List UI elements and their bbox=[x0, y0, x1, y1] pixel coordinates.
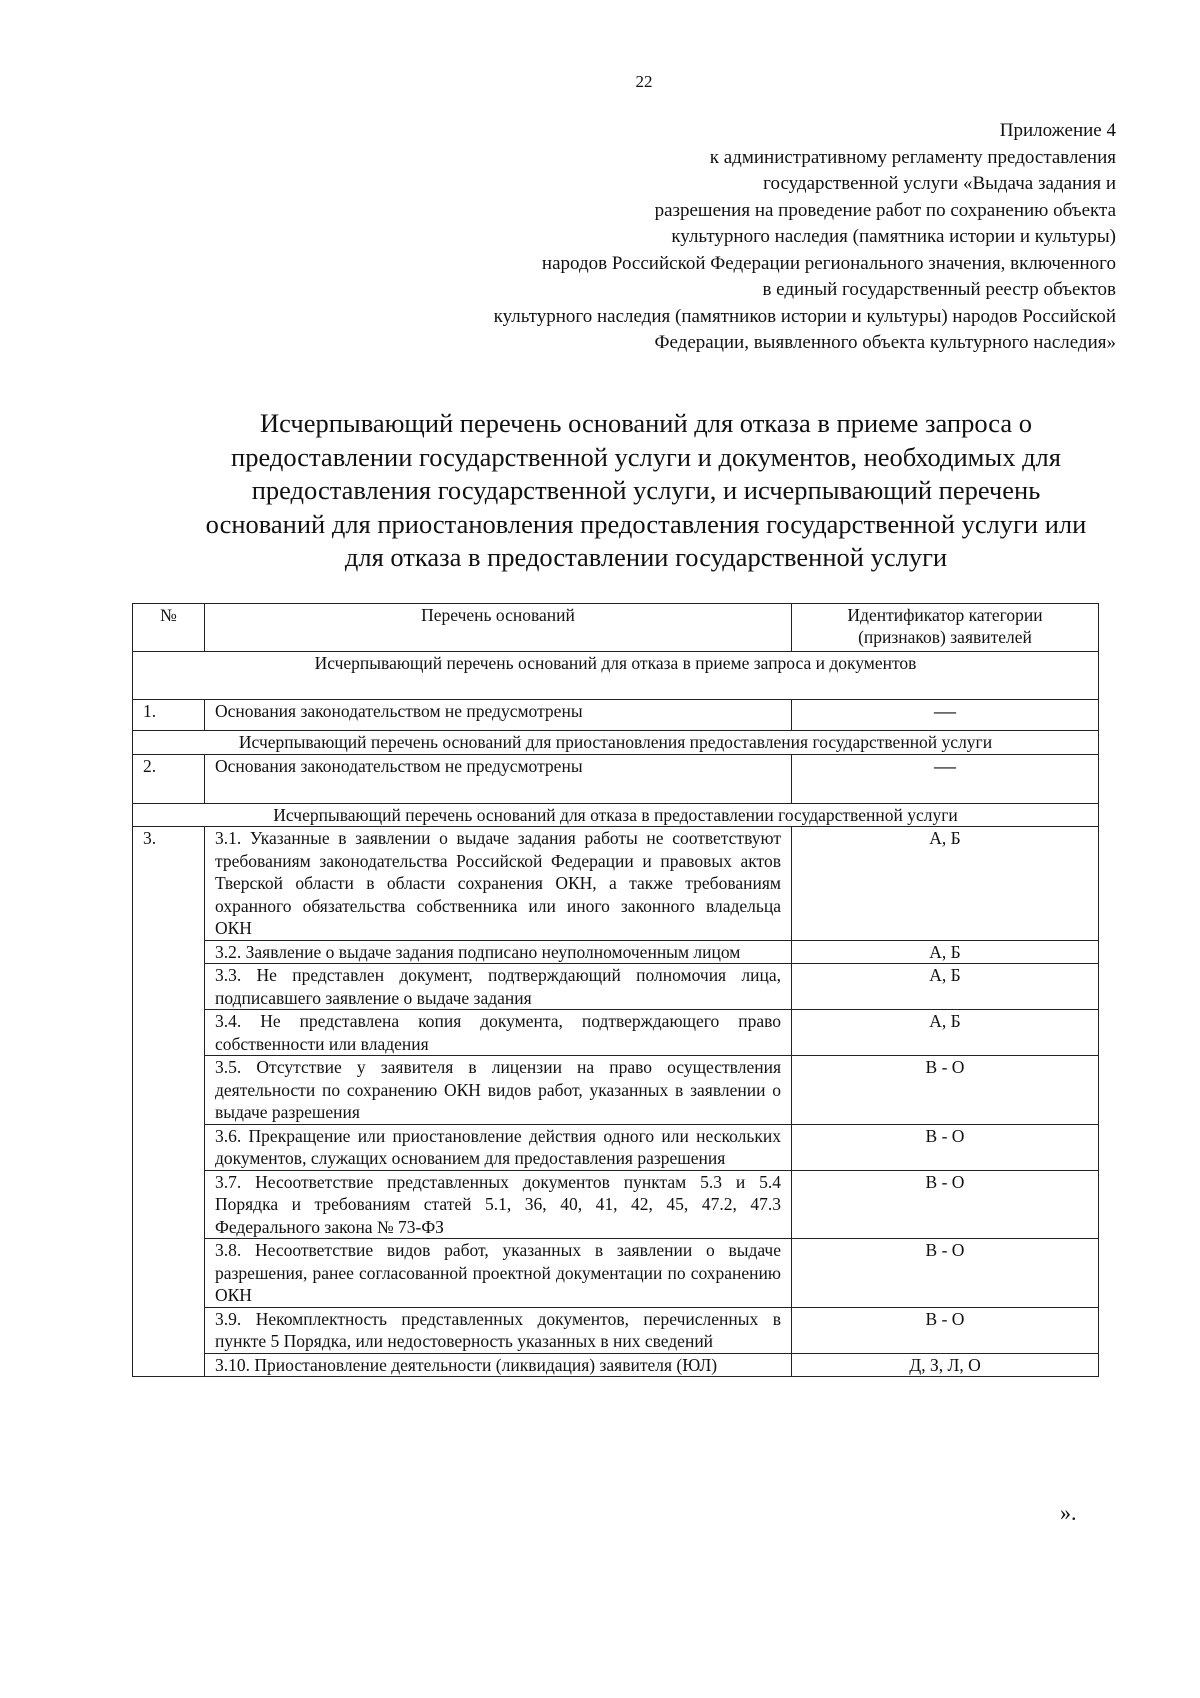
row-category: В - О bbox=[792, 1239, 1099, 1308]
header-basis: Перечень оснований bbox=[205, 604, 792, 652]
row-number: 2. bbox=[133, 754, 205, 803]
table-row bbox=[133, 964, 1099, 1010]
row-basis: 3.8. Несоответствие видов работ, указанных в заявлении о выдаче разрешения, ранее согласованной проектной документации по сохранению ОКН bbox=[205, 1239, 792, 1308]
section-title: Исчерпывающий перечень оснований для приостановления предоставления государственной услуги bbox=[133, 731, 1099, 755]
table-row bbox=[133, 940, 1099, 964]
grounds-table bbox=[132, 603, 1099, 1377]
section-row bbox=[133, 731, 1099, 755]
row-category: Д, З, Л, О bbox=[792, 1353, 1099, 1377]
row-basis: Основания законодательством не предусмотрены bbox=[205, 754, 792, 803]
appendix-line: разрешения на проведение работ по сохранению объекта bbox=[654, 199, 1116, 221]
appendix-line: Приложение 4 bbox=[999, 120, 1116, 141]
row-basis: 3.4. Не представлена копия документа, подтверждающего право собственности или владения bbox=[205, 1010, 792, 1056]
table-row bbox=[133, 1010, 1099, 1056]
row-category: А, Б bbox=[792, 964, 1099, 1010]
row-category: — bbox=[792, 754, 1099, 803]
row-basis: 3.10. Приостановление деятельности (ликвидация) заявителя (ЮЛ) bbox=[205, 1353, 792, 1377]
section-row bbox=[133, 652, 1099, 700]
appendix-line: в единый государственный реестр объектов bbox=[762, 279, 1116, 300]
row-basis: 3.7. Несоответствие представленных документов пунктам 5.3 и 5.4 Порядка и требованиям статей 5.1, 36, 40, 41, 42, 45, 47.2, 47.3 Федерального закона № 73-ФЗ bbox=[205, 1170, 792, 1239]
table-header-row bbox=[133, 604, 1099, 652]
row-basis: 3.2. Заявление о выдаче задания подписано неуполномоченным лицом bbox=[205, 940, 792, 964]
appendix-line: культурного наследия (памятников истории и культуры) народов Российской bbox=[493, 305, 1116, 327]
row-category: А, Б bbox=[792, 827, 1099, 941]
appendix-line: культурного наследия (памятника истории и культуры) bbox=[671, 226, 1116, 247]
row-basis: 3.5. Отсутствие у заявителя в лицензии на право осуществления деятельности по сохранению ОКН видов работ, указанных в заявлении о выдаче разрешения bbox=[205, 1056, 792, 1125]
header-category: Идентификатор категории (признаков) заявителей bbox=[792, 604, 1099, 652]
title-line: для отказа в предоставлении государственной услуги bbox=[344, 542, 948, 572]
row-number: 1. bbox=[133, 700, 205, 731]
section-row bbox=[133, 803, 1099, 827]
page-number: 22 bbox=[635, 72, 653, 91]
table-row bbox=[133, 1307, 1099, 1353]
title-line: оснований для приостановления предоставления государственной услуги или bbox=[205, 508, 1087, 539]
row-category: В - О bbox=[792, 1124, 1099, 1170]
row-number: 3. bbox=[133, 827, 205, 1377]
document-title bbox=[160, 407, 1132, 575]
title-line: предоставления государственной услуги, и исчерпывающий перечень bbox=[251, 475, 1041, 505]
row-category: В - О bbox=[792, 1307, 1099, 1353]
appendix-line: к административному регламенту предоставления bbox=[709, 146, 1116, 168]
row-category: В - О bbox=[792, 1170, 1099, 1239]
table-row bbox=[133, 827, 1099, 941]
header-number: № bbox=[133, 604, 205, 652]
appendix-line: государственной услуги «Выдача задания и bbox=[763, 173, 1116, 194]
closing-quote: ». bbox=[1060, 1500, 1077, 1525]
appendix-line: народов Российской Федерации регионального значения, включенного bbox=[541, 252, 1116, 274]
table-row bbox=[133, 1353, 1099, 1377]
table-row bbox=[133, 700, 1099, 731]
row-category: А, Б bbox=[792, 1010, 1099, 1056]
appendix-line: Федерации, выявленного объекта культурного наследия» bbox=[654, 332, 1116, 353]
row-category: В - О bbox=[792, 1056, 1099, 1125]
section-title: Исчерпывающий перечень оснований для отказа в предоставлении государственной услуги bbox=[133, 803, 1099, 827]
table-row bbox=[133, 1124, 1099, 1170]
title-line: Исчерпывающий перечень оснований для отказа в приеме запроса о bbox=[260, 408, 1032, 438]
table-row bbox=[133, 1239, 1099, 1308]
title-line: предоставлении государственной услуги и документов, необходимых для bbox=[231, 441, 1061, 472]
row-basis: 3.1. Указанные в заявлении о выдаче задания работы не соответствуют требованиям законодательства Российской Федерации и правовых актов Тверской области в области сохранения ОКН, а также требованиям охранного обязательства собственника или иного законного владельца ОКН bbox=[205, 827, 792, 941]
row-basis: 3.9. Некомплектность представленных документов, перечисленных в пункте 5 Порядка, или недостоверность указанных в них сведений bbox=[205, 1307, 792, 1353]
table-row bbox=[133, 1170, 1099, 1239]
table-row bbox=[133, 754, 1099, 803]
section-title: Исчерпывающий перечень оснований для отказа в приеме запроса и документов bbox=[133, 652, 1099, 700]
row-category: А, Б bbox=[792, 940, 1099, 964]
row-basis: 3.6. Прекращение или приостановление действия одного или нескольких документов, служащих основанием для предоставления разрешения bbox=[205, 1124, 792, 1170]
row-category: — bbox=[792, 700, 1099, 731]
table-row bbox=[133, 1056, 1099, 1125]
row-basis: 3.3. Не представлен документ, подтверждающий полномочия лица, подписавшего заявление о выдаче задания bbox=[205, 964, 792, 1010]
row-basis: Основания законодательством не предусмотрены bbox=[205, 700, 792, 731]
appendix-reference bbox=[216, 118, 1116, 357]
